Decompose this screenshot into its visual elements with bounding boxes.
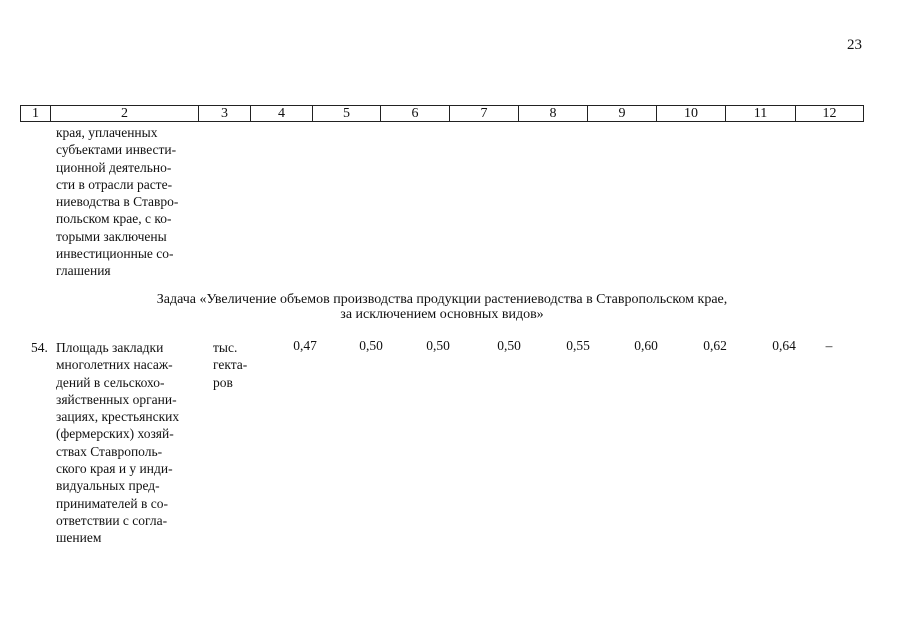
row-54-value-col7: 0,50 [497, 338, 521, 353]
desc-line: инвестиционные со- [56, 246, 174, 262]
desc-line: торыми заключены [56, 228, 167, 244]
column-header-9: 9 [587, 106, 656, 121]
table-header-row [20, 105, 864, 122]
continued-row-description [56, 124, 196, 280]
desc-line: принимателей в со- [56, 495, 168, 511]
unit-line: тыс. [213, 340, 238, 355]
desc-line: края, уплаченных [56, 125, 158, 140]
column-header-5: 5 [312, 106, 380, 121]
row-54-value-col5: 0,50 [359, 338, 383, 353]
row-54-unit [213, 339, 255, 391]
task-heading-line-1: Задача «Увеличение объемов производства продукции растениеводства в Ставропольском крае, [156, 292, 728, 307]
row-54-value-col10: 0,62 [703, 338, 727, 353]
desc-line: глашения [56, 263, 111, 279]
desc-line: многолетних насаж- [56, 357, 173, 373]
page-number: 23 [847, 37, 862, 53]
desc-line: дений в сельскохо- [56, 374, 165, 390]
row-54-value-col6: 0,50 [426, 338, 450, 353]
row-54-description [56, 339, 198, 547]
desc-line: субъектами инвести- [56, 142, 177, 158]
desc-line: польском крае, с ко- [56, 211, 172, 227]
column-header-11: 11 [725, 106, 795, 121]
row-54-value-col8: 0,55 [566, 338, 590, 353]
unit-line: гекта- [213, 357, 248, 373]
desc-line: ответствии с согла- [56, 512, 168, 528]
column-header-10: 10 [656, 106, 725, 121]
column-header-4: 4 [250, 106, 312, 121]
desc-line: (фермерских) хозяй- [56, 426, 174, 442]
desc-line: Площадь закладки [56, 340, 164, 355]
desc-line: сти в отрасли расте- [56, 176, 173, 192]
column-header-6: 6 [380, 106, 449, 121]
desc-line: зациях, крестьянских [56, 409, 180, 425]
desc-line: ского края и у инди- [56, 461, 173, 477]
unit-line: ров [213, 374, 233, 390]
desc-line: зяйственных органи- [56, 391, 177, 407]
row-number: 54. [31, 340, 48, 355]
desc-line: шением [56, 530, 102, 546]
column-header-7: 7 [449, 106, 518, 121]
desc-line: ционной деятельно- [56, 159, 172, 175]
desc-line: ниеводства в Ставро- [56, 194, 179, 210]
task-heading [20, 292, 864, 322]
task-heading-line-2: за исключением основных видов» [340, 307, 544, 322]
column-header-8: 8 [518, 106, 587, 121]
column-header-1: 1 [32, 106, 39, 121]
row-54-value-col9: 0,60 [634, 338, 658, 353]
row-54-value-col4: 0,47 [293, 338, 317, 353]
row-54-value-col11: 0,64 [772, 338, 796, 353]
column-header-2: 2 [50, 106, 198, 121]
row-54-value-col12: – [825, 338, 833, 353]
column-header-12: 12 [795, 106, 863, 121]
column-header-3: 3 [198, 106, 250, 121]
desc-line: видуальных пред- [56, 478, 160, 494]
desc-line: ствах Ставрополь- [56, 443, 163, 459]
